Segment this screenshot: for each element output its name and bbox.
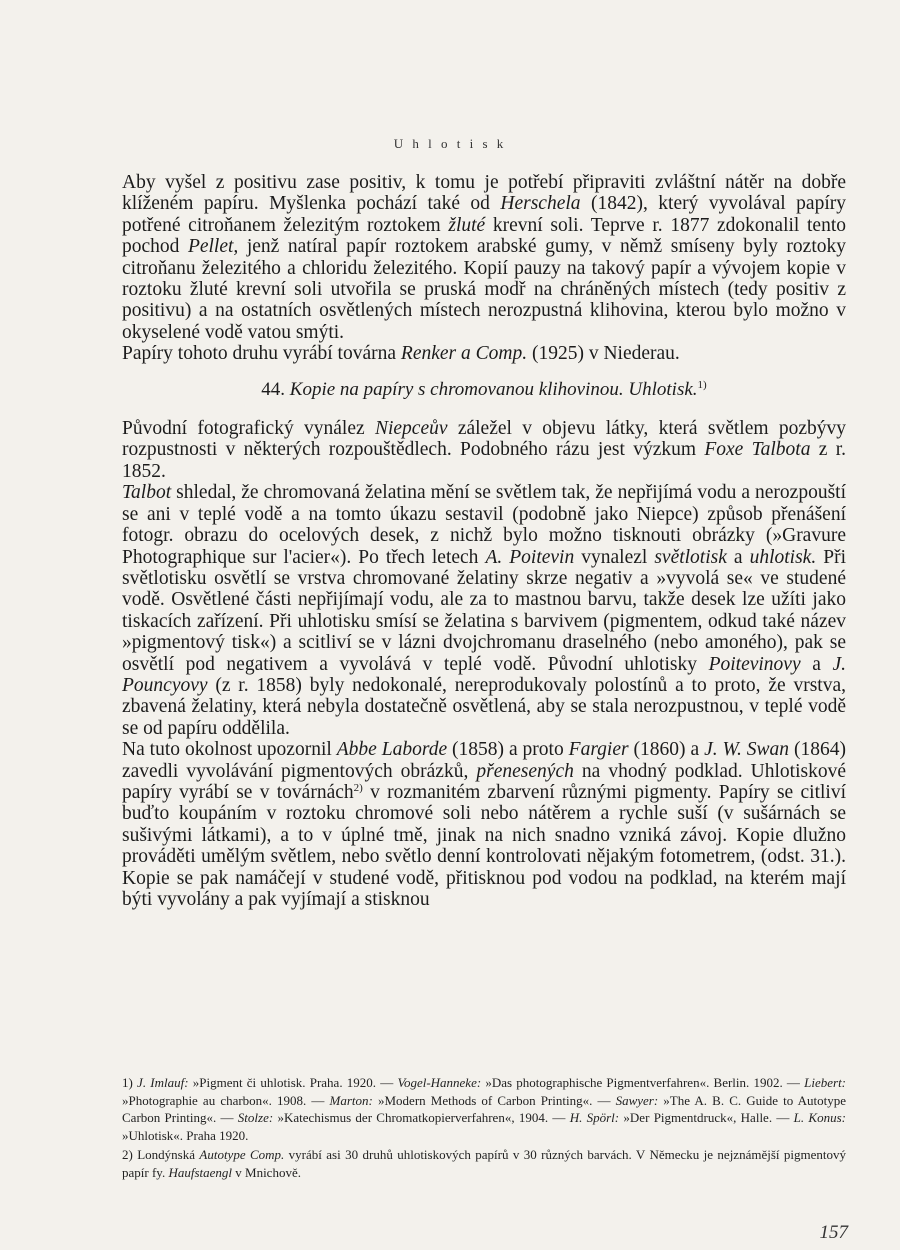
italic-term: světlotisk	[654, 546, 727, 568]
author: Liebert:	[804, 1075, 847, 1090]
footnote-2	[122, 1146, 846, 1181]
footnotes	[122, 1074, 846, 1183]
italic-name: Fargier	[568, 739, 629, 761]
italic-name: Foxe Talbota	[704, 439, 811, 461]
paragraph-1	[122, 172, 846, 343]
text-run: Na tuto okolnost upozornil	[122, 739, 337, 761]
text-run: Původní fotografický vynález	[122, 418, 375, 440]
text-run: »Modern Methods of Carbon Printing«. —	[372, 1092, 616, 1108]
text-run: a	[800, 653, 833, 675]
text-run: Aby vyšel z positivu zase positiv, k tomu je potřebí připraviti zvláštní nátěr na dobře klíženém papíru. Myšlenka pochází také od	[122, 172, 846, 215]
text-run: krevní soli. Teprve r. 1877 zdokonalil tento pochod	[122, 214, 846, 258]
text-run: »Photographie au charbon«. 1908. —	[122, 1092, 330, 1108]
running-head: U h l o t i s k	[393, 136, 507, 151]
text-run: (1925) v Niederau.	[527, 343, 680, 365]
footnote-ref: 1)	[697, 378, 707, 391]
italic-name: Pellet,	[187, 236, 239, 258]
paragraph-4	[122, 482, 846, 739]
text-run: na vhodný podklad. Uhlotiskové papíry vyrábí se v továrnách	[122, 760, 846, 803]
paragraph-5	[122, 739, 846, 910]
text-run: »Pigment či uhlotisk. Praha. 1920. —	[188, 1075, 398, 1090]
section-title: Kopie na papíry s chromovanou klihovinou. Uhlotisk.	[289, 378, 698, 400]
footnote-1	[122, 1074, 846, 1144]
text-run: (1860) a	[628, 739, 705, 761]
italic-name: Niepceův	[374, 418, 448, 440]
italic-name: Poitevinovy	[708, 653, 801, 675]
italic-name: Renker a Comp.	[400, 343, 528, 365]
text-run: shledal, že chromovaná želatina mění se světlem tak, že nepřijímá vodu a nerozpouští se ani v teplé vodě a na tomto úkazu sestavil (podobně jako Niepce) způsob přenášení fotogr. obrazu do ocelových desek, z nichž bylo možno tisknouti obrázky (»Gravure Photographique sur l'acier«). Po třech letech	[122, 482, 846, 568]
author: L. Konus:	[793, 1110, 846, 1125]
text-run: záležel v objevu látky, která světlem pozbývy rozpustnosti v některých rozpouštědlech. Podobného rázu jest výzkum	[122, 418, 847, 461]
italic-name: Abbe Laborde	[336, 739, 448, 761]
italic-term: žluté	[448, 214, 486, 236]
text-run: (1864) zavedli vyvolávání pigmentových obrázků,	[122, 739, 846, 782]
page-number: 157	[819, 1222, 848, 1243]
text-run: a	[726, 546, 750, 568]
author: J. Imlauf:	[137, 1075, 189, 1090]
text-run: »Uhlotisk«. Praha 1920.	[122, 1127, 249, 1143]
text-run: v rozmanitém zbarvení různými pigmenty. Papíry se citliví buďto koupáním v roztoku chromové soli nebo nátěrem a rychle suší (v sušárnách se sušivými látkami), a to v úplné tmě, jinak na nich snadno vzniká závoj. Kopie dlužno prováděti umělým světlem, nebo světlo denní kontrolovati nějakým fotometrem, (odst. 31.). Kopie se pak namáčejí v studené vodě, přitisknou pod vodou na podklad, na kterém mají býti vyvolány a pak vyjímají a stisknou	[122, 781, 846, 910]
text-run: »Katechismus der Chromatkopierverfahren«, 1904. —	[273, 1110, 570, 1125]
text-run: Londýnská	[132, 1147, 200, 1162]
text-run: Při světlotisku osvětlí se vrstva chromované želatiny skrze negativ a »vyvolá se« ve studené vodě. Osvětlené části nepřijímají vodu, ale za to mastnou barvu, takže desek lze užíti jako tiskacích zařízení. Při uhlotisku smísí se želatina s barvivem (pigmentem, odkud také název »pigmentový tisk«) a scitliví se v lázni dvojchromanu draselného (nebo amoného), pak se osvětlí pod negativem a vyvolává v teplé vodě. Původní uhlotisky	[122, 546, 846, 675]
text-run: jenž natíral papír roztokem arabské gumy, v němž smíseny byly roztoky citroňanu železitého a chloridu železitého. Kopií pauzy na takový papír a vývojem kopie v roztoku žluté krevní soli utvořila se pruská modř na chráněných místech (tedy positiv z positivu) a na ostatních osvětlených místech nerozpustná klihovina, kterou bylo možno v okyselené vodě vatou smýti.	[122, 236, 846, 343]
text-run: v Mnichově.	[232, 1164, 301, 1180]
italic-term: uhlotisk.	[749, 546, 817, 568]
footnote-ref: 2)	[353, 781, 363, 794]
main-text	[122, 172, 846, 910]
author: H. Spörl:	[569, 1110, 620, 1125]
text-run: »Der Pigmentdruck«, Halle. —	[619, 1110, 794, 1125]
text-run: »Das photographische Pigmentverfahren«. Berlin. 1902. —	[481, 1075, 805, 1090]
section-heading	[122, 379, 846, 400]
italic-name: J. W. Swan	[704, 739, 790, 761]
italic-term: přenesených	[476, 760, 574, 782]
paragraph-2	[122, 343, 846, 364]
footnote-number: 2)	[122, 1147, 133, 1162]
italic-name: J. Pouncyovy	[122, 653, 846, 696]
company: Autotype Comp.	[199, 1147, 285, 1162]
section-number: 44.	[261, 378, 286, 400]
author: Stolze:	[237, 1110, 274, 1125]
italic-name: A. Poitevin	[485, 546, 575, 568]
paragraph-3	[122, 418, 846, 482]
text-run: vynalezl	[574, 546, 655, 568]
company: Haufstaengl	[168, 1164, 233, 1180]
footnote-number: 1)	[122, 1075, 133, 1090]
author: Vogel-Hanneke:	[397, 1075, 482, 1090]
text-run: Papíry tohoto druhu vyrábí továrna	[122, 343, 401, 365]
text-run: (z r. 1858) byly nedokonalé, nereprodukovaly polostínů a to proto, že vrstva, zbavená želatiny, která nebyla dostatečně osvětlená, aby se stala nerozpustnou, v teplé vodě se od papíru oddělila.	[122, 674, 846, 739]
text-run: z r. 1852.	[122, 439, 846, 482]
text-run: (1842), který vyvolával papíry potřené citroňanem železitým roztokem	[122, 193, 846, 236]
text-run: vyrábí asi 30 druhů uhlotiskových papírů v 30 různých barvách. V Německu je nejznámější pigmentový papír fy.	[122, 1147, 846, 1180]
author: Marton:	[329, 1092, 373, 1108]
italic-name: Herschela	[500, 193, 581, 215]
author: Sawyer:	[615, 1092, 659, 1108]
text-run: »The A. B. C. Guide to Autotype Carbon Printing«. —	[122, 1092, 846, 1125]
italic-name: Talbot	[122, 482, 172, 504]
text-run: (1858) a proto	[447, 739, 569, 761]
